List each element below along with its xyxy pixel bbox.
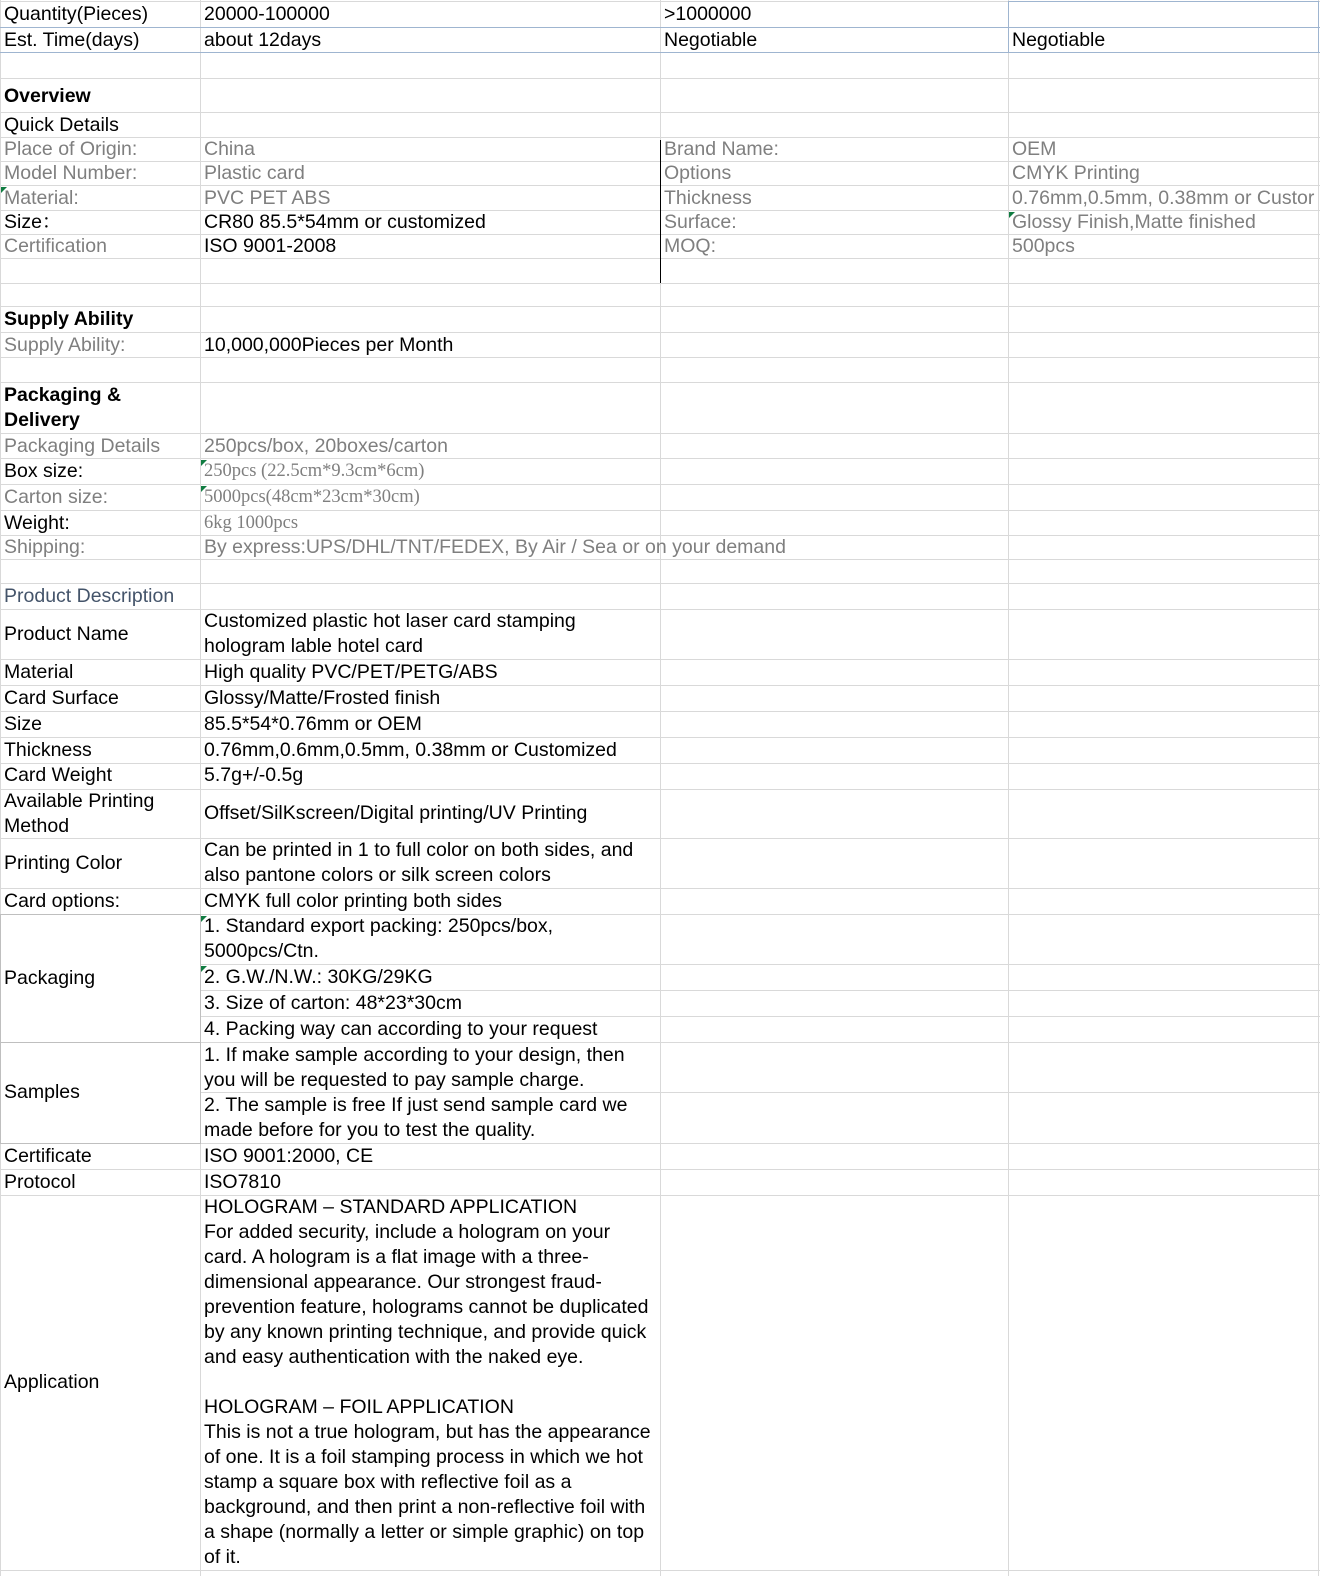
cell-card-surface-value[interactable]: Glossy/Matte/Frosted finish bbox=[204, 687, 441, 709]
grid-col-end bbox=[1318, 0, 1319, 1576]
cell-protocol-value[interactable]: ISO7810 bbox=[204, 1171, 281, 1193]
cell-origin-label[interactable]: Place of Origin: bbox=[4, 138, 138, 160]
cell-product-name-label[interactable]: Product Name bbox=[4, 622, 129, 645]
grid-row bbox=[0, 1570, 1320, 1571]
cell-quantity-label[interactable]: Quantity(Pieces) bbox=[4, 3, 149, 25]
grid-row bbox=[0, 510, 1320, 511]
cell-printing-color-value[interactable]: Can be printed in 1 to full color on both sides, and also pantone colors or silk screen colors bbox=[204, 839, 634, 886]
cell-moq-label[interactable]: MOQ: bbox=[664, 235, 716, 257]
grid-row bbox=[0, 332, 1320, 333]
cell-packaging-details-value[interactable]: 250pcs/box, 20boxes/carton bbox=[204, 435, 448, 457]
grid-row bbox=[0, 583, 1320, 584]
grid-row bbox=[0, 711, 1320, 712]
cell-shipping-label[interactable]: Shipping: bbox=[4, 536, 86, 558]
cell-quantity-range-1[interactable]: 20000-100000 bbox=[204, 3, 330, 25]
grid-row bbox=[0, 382, 1320, 383]
cell-time-3[interactable]: Negotiable bbox=[1012, 29, 1106, 51]
cell-samples-line-2[interactable]: 2. The sample is free If just send sample card we made before for you to test the quality. bbox=[204, 1094, 628, 1141]
grid-row bbox=[0, 659, 1320, 660]
grid-row bbox=[0, 1169, 1320, 1170]
cell-weight-label[interactable]: Weight: bbox=[4, 512, 70, 534]
grid-col-d bbox=[1008, 0, 1009, 1576]
grid-row bbox=[0, 283, 1320, 284]
cell-samples-label[interactable]: Samples bbox=[4, 1081, 80, 1103]
cell-packaging-details-label[interactable]: Packaging Details bbox=[4, 435, 161, 457]
cell-card-surface-label[interactable]: Card Surface bbox=[4, 687, 119, 709]
grid-col-b bbox=[200, 0, 201, 1576]
grid-row bbox=[0, 888, 1320, 889]
cell-options-value[interactable]: CMYK Printing bbox=[1012, 162, 1140, 184]
cell-material-label[interactable]: Material: bbox=[4, 187, 79, 209]
cell-carton-size-value[interactable]: 5000pcs(48cm*23cm*30cm) bbox=[204, 487, 420, 507]
grid-row bbox=[0, 433, 1320, 434]
grid-row bbox=[0, 789, 1320, 790]
cell-certification-label[interactable]: Certification bbox=[4, 235, 107, 257]
cell-time-1[interactable]: about 12days bbox=[204, 29, 322, 51]
grid-row bbox=[0, 763, 1320, 764]
cell-packaging-line-2[interactable]: 2. G.W./N.W.: 30KG/29KG bbox=[204, 966, 433, 988]
cell-size-value[interactable]: CR80 85.5*54mm or customized bbox=[204, 211, 486, 233]
cell-time-2[interactable]: Negotiable bbox=[664, 29, 758, 51]
cell-packaging-label[interactable]: Packaging bbox=[4, 966, 96, 989]
cell-card-options-label[interactable]: Card options: bbox=[4, 890, 120, 912]
cell-product-name-value[interactable]: Customized plastic hot laser card stamping hologram lable hotel card bbox=[204, 610, 576, 657]
grid-row bbox=[0, 1195, 1320, 1196]
cell-model-label[interactable]: Model Number: bbox=[4, 162, 138, 184]
cell-quantity-range-2[interactable]: >1000000 bbox=[664, 3, 752, 25]
cell-card-options-value[interactable]: CMYK full color printing both sides bbox=[204, 890, 503, 912]
quick-details-heading[interactable]: Quick Details bbox=[4, 114, 119, 136]
cell-certificate-value[interactable]: ISO 9001:2000, CE bbox=[204, 1145, 374, 1167]
cell-printing-method-value[interactable]: Offset/SilKscreen/Digital printing/UV Printing bbox=[204, 802, 588, 824]
cell-options-label[interactable]: Options bbox=[664, 162, 732, 184]
grid-row bbox=[0, 357, 1320, 358]
cell-card-weight-value[interactable]: 5.7g+/-0.5g bbox=[204, 764, 304, 786]
cell-carton-size-label[interactable]: Carton size: bbox=[4, 486, 109, 508]
grid-row bbox=[0, 838, 1320, 839]
cell-moq-value[interactable]: 500pcs bbox=[1012, 235, 1075, 257]
cell-certificate-label[interactable]: Certificate bbox=[4, 1145, 92, 1167]
grid-row bbox=[0, 78, 1320, 79]
grid-col-a-left bbox=[0, 0, 1, 1576]
cell-packaging-line-4[interactable]: 4. Packing way can according to your request bbox=[204, 1018, 598, 1040]
cell-application-label[interactable]: Application bbox=[4, 1371, 100, 1393]
cell-surface-label[interactable]: Surface: bbox=[664, 211, 737, 233]
cell-brand-label[interactable]: Brand Name: bbox=[664, 138, 779, 160]
cell-surface-value[interactable]: Glossy Finish,Matte finished bbox=[1012, 211, 1256, 233]
cell-thickness-desc-value[interactable]: 0.76mm,0.6mm,0.5mm, 0.38mm or Customized bbox=[204, 739, 617, 761]
cell-weight-value[interactable]: 6kg 1000pcs bbox=[204, 513, 299, 533]
cell-size-label[interactable]: Size： bbox=[4, 211, 62, 233]
grid-row bbox=[0, 458, 1320, 459]
product-description-heading[interactable]: Product Description bbox=[4, 585, 175, 607]
cell-protocol-label[interactable]: Protocol bbox=[4, 1171, 76, 1193]
grid-row bbox=[0, 484, 1320, 485]
cell-material-desc-value[interactable]: High quality PVC/PET/PETG/ABS bbox=[204, 661, 498, 683]
grid-row bbox=[0, 306, 1320, 307]
cell-material-desc-label[interactable]: Material bbox=[4, 661, 74, 683]
cell-certification-value[interactable]: ISO 9001-2008 bbox=[204, 235, 337, 257]
supply-heading[interactable]: Supply Ability bbox=[4, 308, 134, 330]
grid-row bbox=[0, 137, 1320, 138]
cell-border-bold bbox=[660, 140, 661, 283]
grid-row bbox=[0, 737, 1320, 738]
cell-size-desc-value[interactable]: 85.5*54*0.76mm or OEM bbox=[204, 713, 422, 735]
cell-supply-label[interactable]: Supply Ability: bbox=[4, 334, 126, 356]
grid-row bbox=[0, 609, 1320, 610]
cell-box-size-label[interactable]: Box size: bbox=[4, 460, 84, 482]
cell-box-size-value[interactable]: 250pcs (22.5cm*9.3cm*6cm) bbox=[204, 461, 425, 481]
cell-thickness-label[interactable]: Thickness bbox=[664, 187, 752, 209]
overview-heading[interactable]: Overview bbox=[4, 85, 91, 107]
grid-row bbox=[0, 685, 1320, 686]
cell-thickness-value[interactable]: 0.76mm,0.5mm, 0.38mm or Custor bbox=[1012, 187, 1315, 209]
cell-printing-method-label[interactable]: Available Printing Method bbox=[4, 790, 155, 837]
cell-origin-value[interactable]: China bbox=[204, 138, 255, 160]
cell-printing-color-label[interactable]: Printing Color bbox=[4, 851, 123, 874]
cell-size-desc-label[interactable]: Size bbox=[4, 713, 42, 735]
cell-supply-value[interactable]: 10,000,000Pieces per Month bbox=[204, 334, 454, 356]
cell-packaging-line-3[interactable]: 3. Size of carton: 48*23*30cm bbox=[204, 992, 462, 1014]
cell-card-weight-label[interactable]: Card Weight bbox=[4, 764, 113, 786]
cell-brand-value[interactable]: OEM bbox=[1012, 138, 1057, 160]
cell-time-label[interactable]: Est. Time(days) bbox=[4, 29, 140, 51]
grid-row bbox=[0, 112, 1320, 113]
cell-model-value[interactable]: Plastic card bbox=[204, 162, 305, 184]
cell-samples-line-1[interactable]: 1. If make sample according to your design, then you will be requested to pay sample charge. bbox=[204, 1044, 625, 1091]
cell-shipping-value[interactable]: By express:UPS/DHL/TNT/FEDEX, By Air / Sea or on your demand bbox=[204, 536, 786, 558]
cell-application-value[interactable]: HOLOGRAM – STANDARD APPLICATION For added security, include a hologram on your card. A hologram is a flat image with a three- dimensional appearance. Our strongest fraud- prevention feature, holograms cannot be duplicated by any known printing technique, and provide quick and easy authentication with the naked eye. HOLOGRAM – FOIL APPLICATION This is not a true hologram, but has the appearance of one. It is a foil stamping process in which we hot stamp a square box with reflective foil as a background, and then print a non-reflective foil with a shape (normally a letter or simple graphic) on top of it. bbox=[204, 1196, 651, 1568]
cell-material-value[interactable]: PVC PET ABS bbox=[204, 187, 331, 209]
cell-thickness-desc-label[interactable]: Thickness bbox=[4, 739, 92, 761]
cell-packaging-line-1[interactable]: 1. Standard export packing: 250pcs/box, 5000pcs/Ctn. bbox=[204, 915, 554, 962]
packaging-delivery-heading[interactable]: Packaging & Delivery bbox=[4, 384, 122, 431]
